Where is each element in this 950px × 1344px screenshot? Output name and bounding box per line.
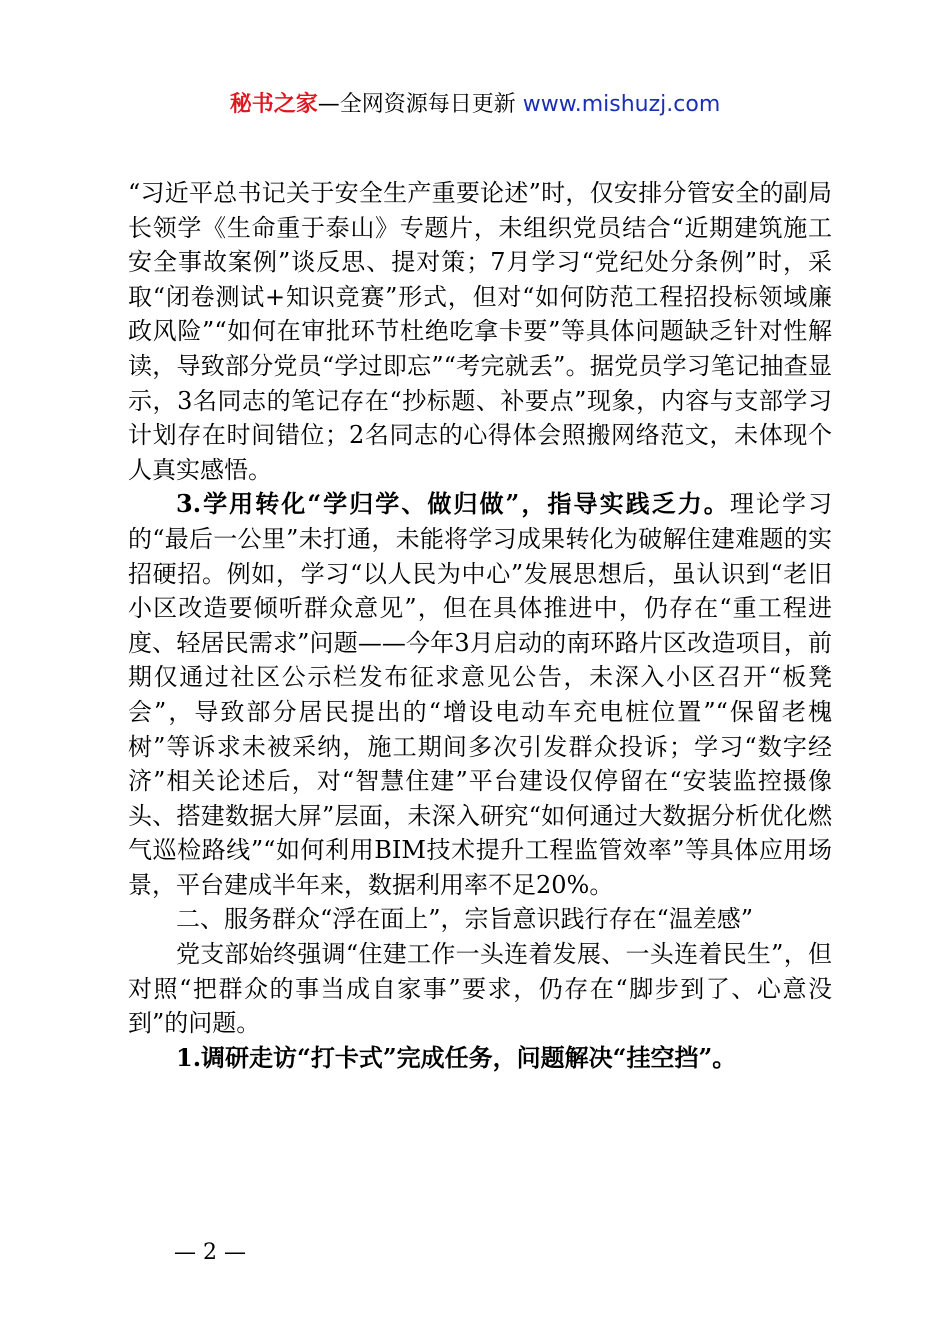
- subsection-1-heading: 1.调研走访“打卡式”完成任务，问题解决“挂空挡”。: [176, 1042, 737, 1072]
- brand-name: 秘书之家: [229, 92, 318, 117]
- page-number: — 2 —: [174, 1240, 246, 1265]
- document-body: [128, 176, 832, 1075]
- header-tagline: —全网资源每日更新: [317, 92, 516, 117]
- section-3-heading: 3.学用转化“学归学、做归做”，指导实践乏力。: [176, 489, 730, 519]
- site-header: [0, 88, 950, 122]
- site-url-link[interactable]: www.mishuzj.com: [522, 92, 721, 117]
- chapter-2-heading: 二、服务群众“浮在面上”，宗旨意识践行存在“温差感”: [176, 905, 754, 934]
- section-3-text: 理论学习的“最后一公里”未打通，未能将学习成果转化为破解住建难题的实招硬招。例如，学习“以人民为中心”发展思想后，虽认识到“老旧小区改造要倾听群众意见”，但在具体推进中，仍存在“重工程进度、轻居民需求”问题——今年3月启动的南环路片区改造项目，前期仅通过社区公示栏发布征求意见公告，未深入小区召开“板凳会”，导致部分居民提出的“增设电动车充电桩位置”“保留老槐树”等诉求未被采纳，施工期间多次引发群众投诉；学习“数字经济”相关论述后，对“智慧住建”平台建设仅停留在“安装监控摄像头、搭建数据大屏”层面，未深入研究“如何通过大数据分析优化燃气巡检路线”“如何利用BIM技术提升工程监管效率”等具体应用场景，平台建成半年来，数据利用率不足20%。: [128, 490, 833, 899]
- paragraph-continued: “习近平总书记关于安全生产重要论述”时，仅安排分管安全的副局长领学《生命重于泰山》专题片，未组织党员结合“近期建筑施工安全事故案例”谈反思、提对策；7月学习“党纪处分条例”时，采取“闭卷测试+知识竞赛”形式，但对“如何防范工程招投标领域廉政风险”“如何在审批环节杜绝吃拿卡要”等具体问题缺乏针对性解读，导致部分党员“学过即忘”“考完就丢”。据党员学习笔记抽查显示，3名同志的笔记存在“抄标题、补要点”现象，内容与支部学习计划存在时间错位；2名同志的心得体会照搬网络范文，未体现个人真实感悟。: [128, 179, 832, 484]
- paragraph-section-3: [128, 487, 832, 902]
- paragraph-chapter-2-intro: 党支部始终强调“住建工作一头连着发展、一头连着民生”，但对照“把群众的事当成自家事”要求，仍存在“脚步到了、心意没到”的问题。: [128, 940, 832, 1038]
